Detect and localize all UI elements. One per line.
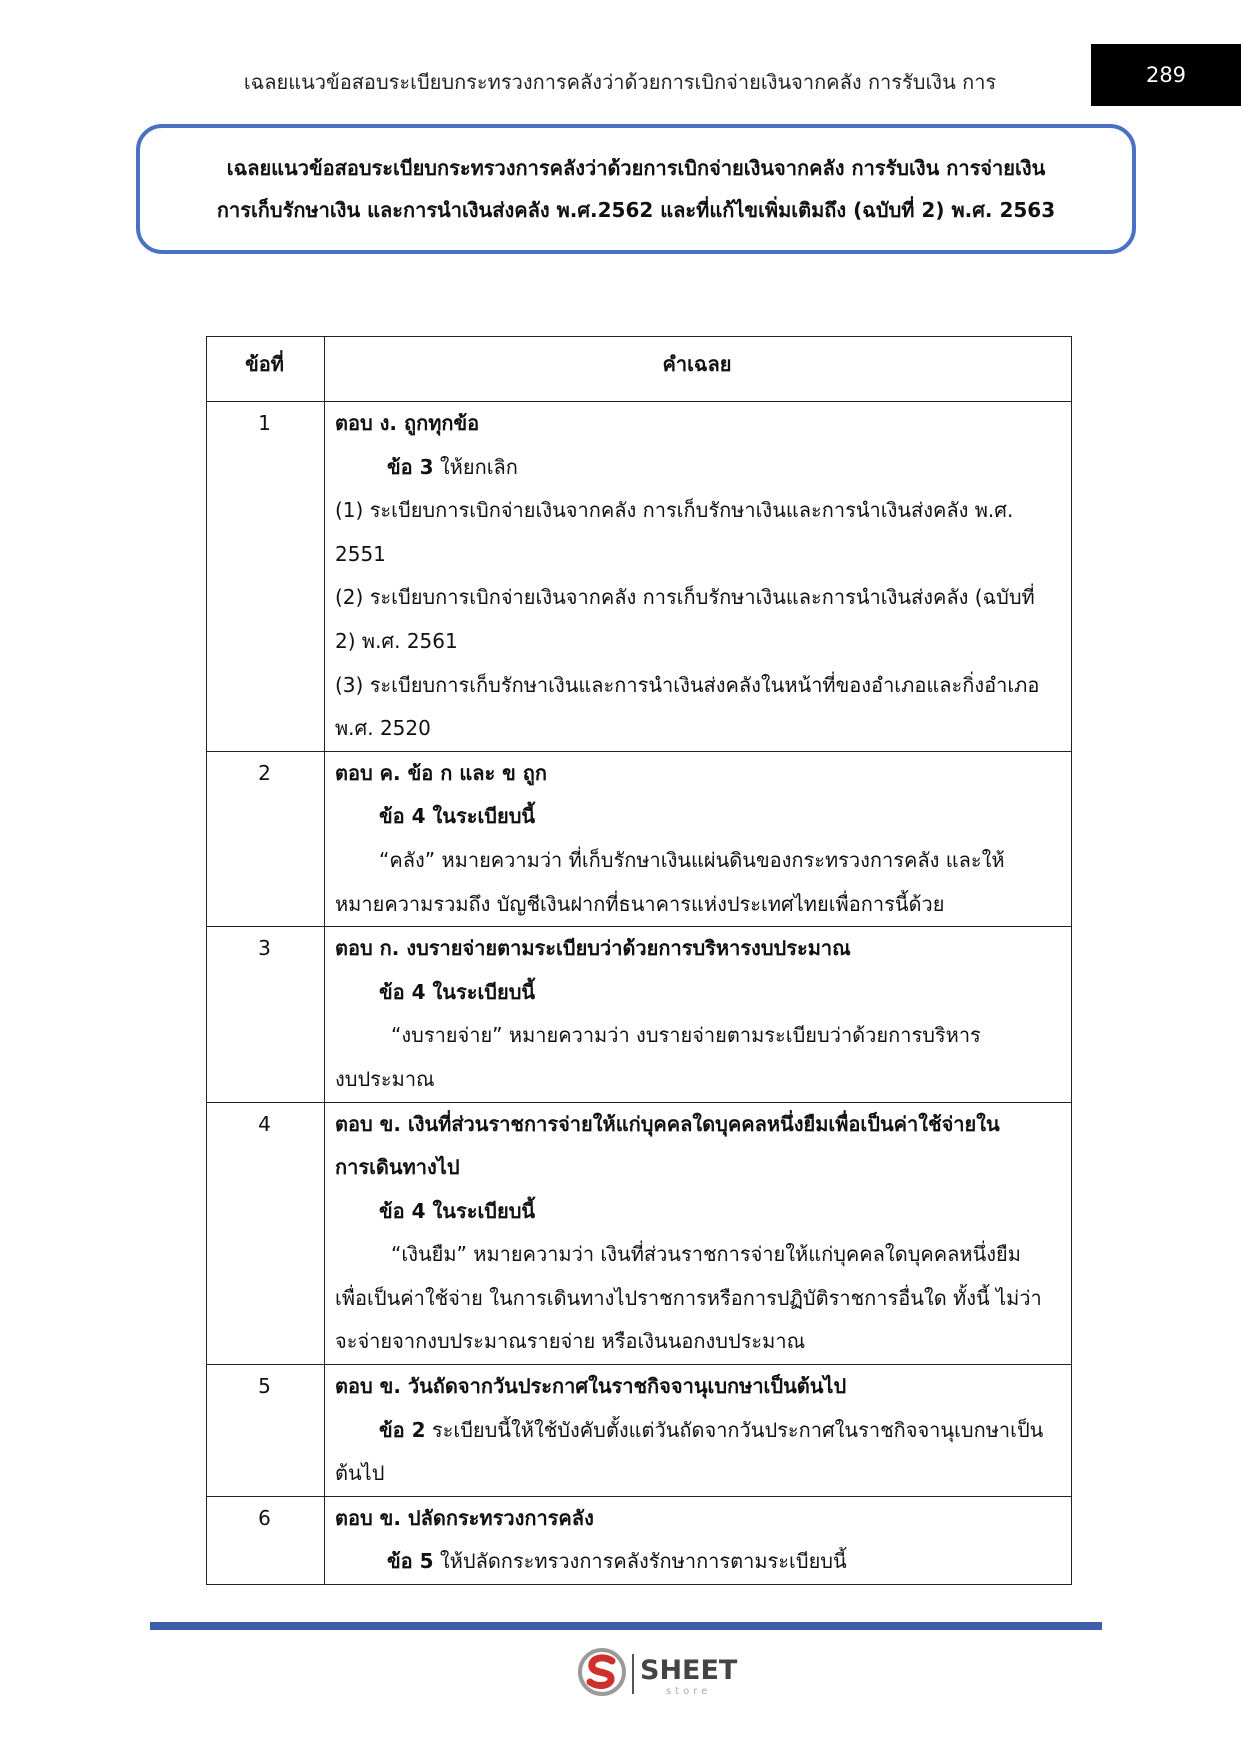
reference-line [335, 1540, 1059, 1584]
footer-rule [150, 1622, 1102, 1630]
row-number: 6 [207, 1496, 325, 1584]
logo-subtext: store [666, 1686, 712, 1697]
reference-label: ข้อ 4 ในระเบียบนี้ [379, 804, 536, 829]
page-number: 289 [1091, 44, 1241, 106]
row-answer [325, 751, 1072, 926]
row-number: 4 [207, 1102, 325, 1365]
row-number: 5 [207, 1365, 325, 1497]
reference-text: ให้ปลัดกระทรวงการคลังรักษาการตามระเบียบนี้ [433, 1549, 847, 1574]
title-line-2: การเก็บรักษาเงิน และการนำเงินส่งคลัง พ.ศ.2562 และที่แก้ไขเพิ่มเติมถึง (ฉบับที่ 2) พ.ศ. 2563 [216, 198, 1056, 222]
table-header-row [207, 337, 1072, 402]
table-row [207, 1365, 1072, 1497]
row-answer [325, 402, 1072, 752]
explanation-line: “งบรายจ่าย” หมายความว่า งบรายจ่ายตามระเบียบว่าด้วยการบริหาร [391, 1023, 981, 1048]
answer-table [206, 336, 1072, 1585]
explanation-line: (1) ระเบียบการเบิกจ่ายเงินจากคลัง การเก็บรักษาเงินและการนำเงินส่งคลัง พ.ศ. [335, 498, 1014, 523]
reference-text: ให้ยกเลิก [433, 454, 518, 479]
explanation-line: 2551 [335, 541, 386, 566]
reference-text: ระเบียบนี้ให้ใช้บังคับตั้งแต่วันถัดจากวันประกาศในราชกิจจานุเบกษาเป็น [425, 1417, 1044, 1442]
title-box [136, 124, 1136, 254]
logo-divider [632, 1654, 634, 1694]
explanation-line: หมายความรวมถึง บัญชีเงินฝากที่ธนาคารแห่งประเทศไทยเพื่อการนี้ด้วย [335, 891, 945, 916]
reference-label: ข้อ 2 [379, 1417, 426, 1442]
running-header: เฉลยแนวข้อสอบระเบียบกระทรวงการคลังว่าด้วยการเบิกจ่ายเงินจากคลัง การรับเงิน การ [243, 70, 997, 94]
row-number: 1 [207, 402, 325, 752]
table-row [207, 927, 1072, 1102]
logo-text: SHEET [640, 1655, 738, 1686]
answer-text: ตอบ ข. เงินที่ส่วนราชการจ่ายให้แก่บุคคลใดบุคคลหนึ่งยืมเพื่อเป็นค่าใช้จ่ายใน [335, 1111, 1000, 1136]
table-row [207, 1102, 1072, 1365]
answer-text: การเดินทางไป [335, 1155, 460, 1180]
explanation-line: (3) ระเบียบการเก็บรักษาเงินและการนำเงินส่งคลังในหน้าที่ของอำเภอและกิ่งอำเภอ [335, 672, 1040, 697]
reference-label: ข้อ 4 ในระเบียบนี้ [379, 1198, 536, 1223]
reference-line [335, 1409, 1059, 1453]
column-header-number: ข้อที่ [207, 337, 325, 402]
reference-label: ข้อ 4 ในระเบียบนี้ [379, 979, 536, 1004]
row-number: 2 [207, 751, 325, 926]
row-number: 3 [207, 927, 325, 1102]
table-row [207, 751, 1072, 926]
answer-text: ตอบ ข. วันถัดจากวันประกาศในราชกิจจานุเบกษาเป็นต้นไป [335, 1374, 847, 1399]
explanation-line: (2) ระเบียบการเบิกจ่ายเงินจากคลัง การเก็บรักษาเงินและการนำเงินส่งคลัง (ฉบับที่ [335, 585, 1035, 610]
column-header-answer: คำเฉลย [325, 337, 1072, 402]
explanation-line: “คลัง” หมายความว่า ที่เก็บรักษาเงินแผ่นดินของกระทรวงการคลัง และให้ [379, 847, 1005, 872]
sheet-store-logo [576, 1646, 776, 1702]
table-row [207, 1496, 1072, 1584]
explanation-line: ต้นไป [335, 1461, 385, 1486]
table-row [207, 402, 1072, 752]
explanation-line: พ.ศ. 2520 [335, 716, 431, 741]
answer-text: ตอบ ง. ถูกทุกข้อ [335, 411, 480, 435]
answer-text: ตอบ ก. งบรายจ่ายตามระเบียบว่าด้วยการบริหารงบประมาณ [335, 936, 851, 961]
title-line-1: เฉลยแนวข้อสอบระเบียบกระทรวงการคลังว่าด้วยการเบิกจ่ายเงินจากคลัง การรับเงิน การจ่ายเงิน [226, 156, 1046, 180]
explanation-line: 2) พ.ศ. 2561 [335, 628, 458, 653]
reference-label: ข้อ 5 [387, 1549, 434, 1574]
answer-text: ตอบ ค. ข้อ ก และ ข ถูก [335, 760, 548, 785]
row-answer [325, 1365, 1072, 1497]
answer-text: ตอบ ข. ปลัดกระทรวงการคลัง [335, 1505, 594, 1530]
explanation-line: งบประมาณ [335, 1066, 435, 1091]
row-answer [325, 1102, 1072, 1365]
sheet-store-logo-icon [576, 1646, 628, 1702]
explanation-line: “เงินยืม” หมายความว่า เงินที่ส่วนราชการจ่ายให้แก่บุคคลใดบุคคลหนึ่งยืม [391, 1242, 1021, 1267]
reference-label: ข้อ 3 [387, 454, 434, 479]
reference-line [335, 446, 1059, 490]
row-answer [325, 1496, 1072, 1584]
explanation-line: เพื่อเป็นค่าใช้จ่าย ในการเดินทางไปราชการหรือการปฏิบัติราชการอื่นใด ทั้งนี้ ไม่ว่า [335, 1285, 1042, 1310]
row-answer [325, 927, 1072, 1102]
explanation-line: จะจ่ายจากงบประมาณรายจ่าย หรือเงินนอกงบประมาณ [335, 1329, 806, 1354]
